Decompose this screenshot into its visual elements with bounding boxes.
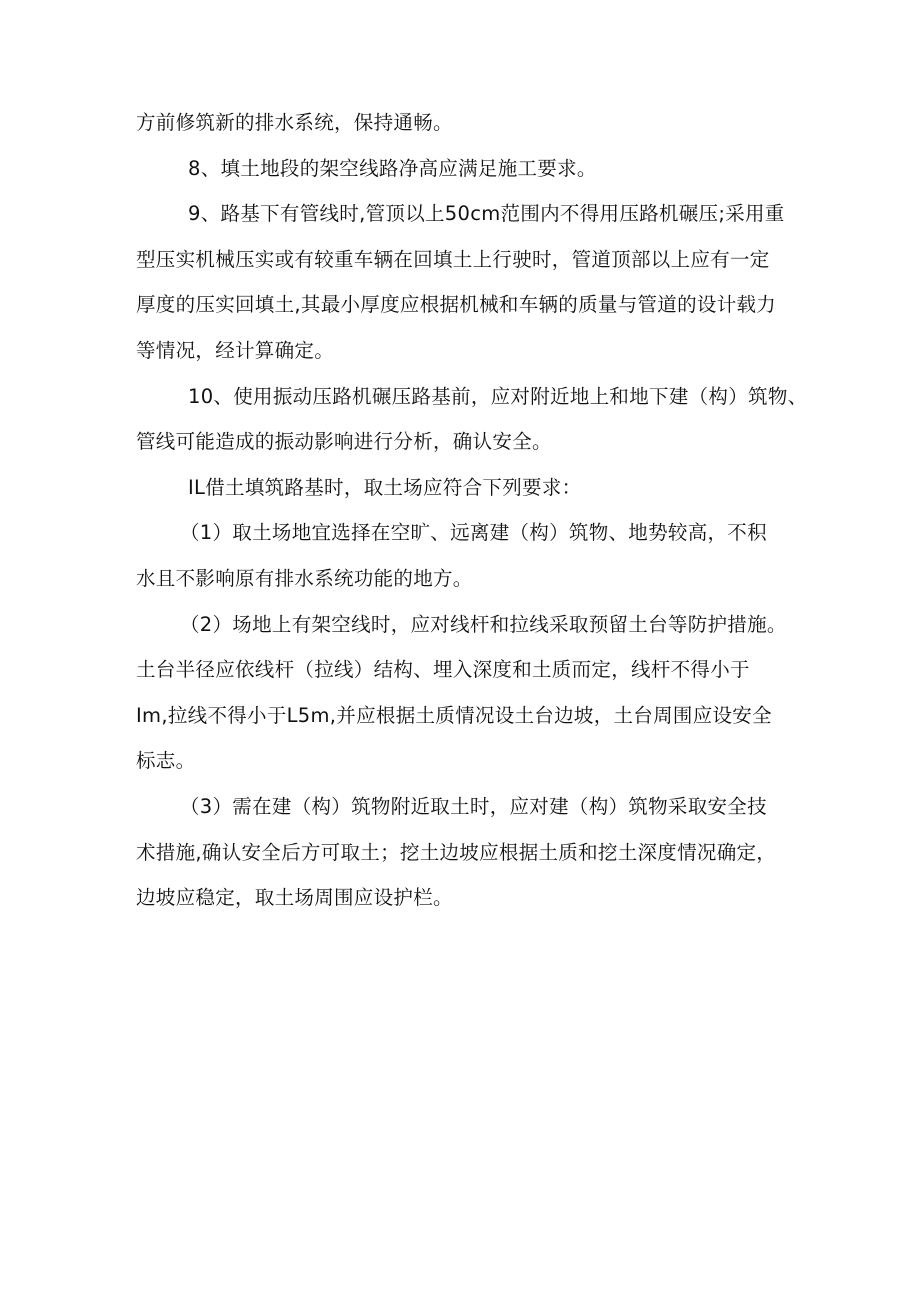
text-line: 8、填土地段的架空线路净高应满足施工要求。	[188, 156, 597, 180]
text-line: 10、使用振动压路机碾压路基前，应对附近地上和地下建（构）筑物、	[188, 384, 808, 408]
paragraph-item-10	[136, 374, 808, 465]
paragraph-item-8	[136, 146, 792, 192]
text-line: 标志。	[136, 749, 196, 773]
paragraph-subitem-2	[136, 602, 792, 784]
text-line: 管线可能造成的振动影响进行分析，确认安全。	[136, 430, 552, 454]
document-body	[136, 100, 808, 921]
text-line: Im,拉线不得小于L5m,并应根据土质情况设土台边坡，土台周围应设安全	[136, 703, 772, 727]
text-line: （1）取土场地宜选择在空旷、远离建（构）筑物、地势较高，不积	[180, 521, 767, 545]
text-line: （2）场地上有架空线时，应对线杆和拉线采取预留土台等防护措施。	[180, 612, 787, 636]
text-line: 土台半径应依线杆（拉线）结构、埋入深度和土质而定，线杆不得小于	[136, 658, 750, 682]
text-line: 型压实机械压实或有较重车辆在回填土上行驶时，管道顶部以上应有一定	[136, 247, 770, 271]
paragraph-subitem-3	[136, 784, 792, 921]
text-line: 水且不影响原有排水系统功能的地方。	[136, 566, 473, 590]
paragraph-drainage-continuation	[136, 100, 792, 146]
text-line: IL借土填筑路基时，取土场应符合下列要求：	[188, 475, 582, 499]
text-line: 9、路基下有管线时,管顶以上50cm范围内不得用压路机碾压;采用重	[188, 202, 785, 226]
paragraph-item-9	[136, 191, 792, 373]
text-line: （3）需在建（构）筑物附近取土时，应对建（构）筑物采取安全技	[180, 794, 767, 818]
text-line: 术措施,确认安全后方可取土；挖土边坡应根据土质和挖土深度情况确定，	[136, 840, 777, 864]
paragraph-subitem-1	[136, 510, 792, 601]
paragraph-item-11	[136, 465, 792, 511]
text-line: 厚度的压实回填土,其最小厚度应根据机械和车辆的质量与管道的设计载力	[136, 293, 777, 317]
text-line: 边坡应稳定，取土场周围应设护栏。	[136, 886, 453, 910]
text-line: 等情况，经计算确定。	[136, 338, 335, 362]
text-line: 方前修筑新的排水系统，保持通畅。	[136, 111, 453, 134]
